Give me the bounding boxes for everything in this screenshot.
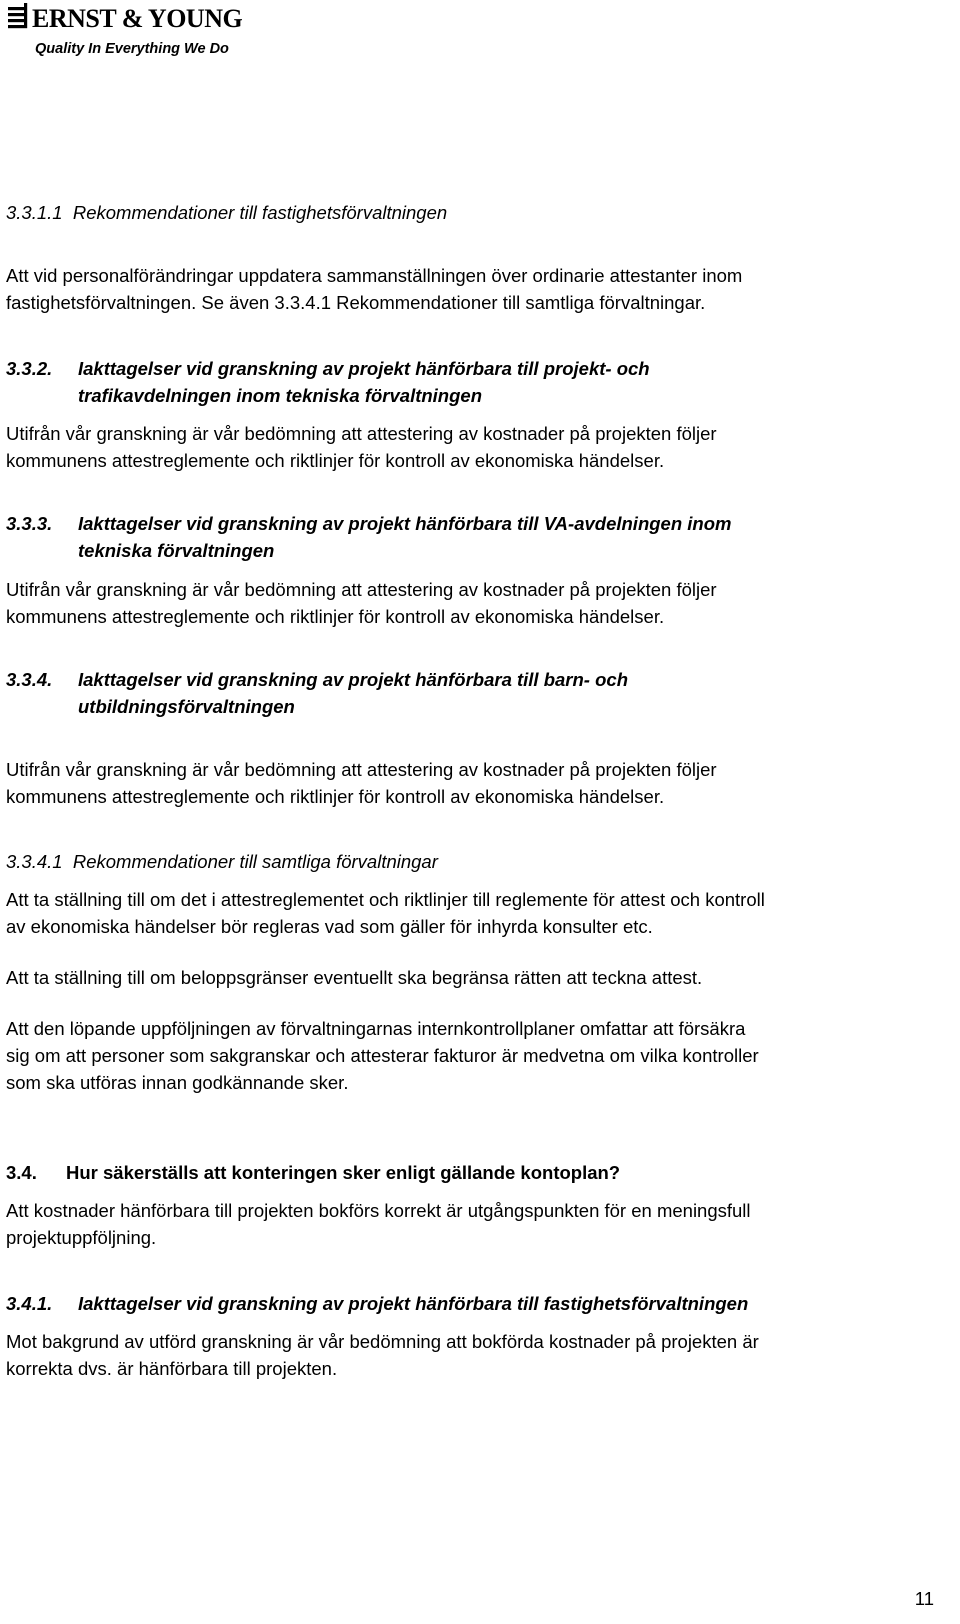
section-title: Iakttagelser vid granskning av projekt hänförbara till barn- och utbildningsförvaltningen — [78, 669, 628, 717]
body-line: fastighetsförvaltningen. Se även 3.3.4.1 Rekommendationer till samtliga förvaltningar. — [6, 292, 706, 313]
body-line: projektuppföljning. — [6, 1227, 157, 1248]
logo-graphic — [6, 2, 256, 58]
body-line: av ekonomiska händelser bör regleras vad som gäller för inhyrda konsulter etc. — [6, 916, 653, 937]
section-title: Hur säkerställs att konteringen sker enligt gällande kontoplan? — [66, 1162, 621, 1183]
body-line: Att kostnader hänförbara till projekten bokförs korrekt är utgångspunkten för en meningsfull — [6, 1200, 751, 1221]
body-line: kommunens attestreglemente och riktlinjer för kontroll av ekonomiska händelser. — [6, 606, 665, 627]
body-line: Utifrån vår granskning är vår bedömning att attestering av kostnader på projekten följer — [6, 759, 717, 780]
body-line: sig om att personer som sakgranskar och attesterar fakturor är medvetna om vilka kontroller — [6, 1045, 759, 1066]
section-number: 3.4. — [6, 1162, 37, 1183]
section-3-3-4-1-para-1 — [6, 886, 946, 940]
section-3-3-2-body — [6, 420, 946, 474]
section-3-4-1-heading — [6, 1290, 946, 1317]
section-3-3-4-heading — [6, 666, 946, 720]
logo-tagline: Quality In Everything We Do — [35, 41, 229, 57]
page-number: 11 — [914, 1588, 934, 1609]
section-3-3-1-1-body — [6, 262, 946, 316]
section-3-3-4-1-para-3 — [6, 1015, 946, 1096]
section-3-4-heading — [6, 1159, 946, 1186]
section-heading: 3.3.1.1 Rekommendationer till fastighetsförvaltningen — [6, 202, 448, 223]
body-line: kommunens attestreglemente och riktlinjer för kontroll av ekonomiska händelser. — [6, 450, 665, 471]
section-3-3-4-1 — [6, 848, 946, 875]
section-3-3-2-heading — [6, 355, 946, 409]
body-line: korrekta dvs. är hänförbara till projekten. — [6, 1358, 338, 1379]
section-3-3-3-heading — [6, 510, 946, 564]
section-3-4-body — [6, 1197, 946, 1251]
section-number: 3.4.1. — [6, 1293, 53, 1314]
section-heading: 3.3.4.1 Rekommendationer till samtliga förvaltningar — [6, 851, 438, 872]
logo-mark-icon — [8, 3, 27, 28]
body-line: Utifrån vår granskning är vår bedömning att attestering av kostnader på projekten följer — [6, 423, 717, 444]
body-line: som ska utföras innan godkännande sker. — [6, 1072, 349, 1093]
section-3-3-1-1 — [6, 199, 946, 226]
section-number: 3.3.4. — [6, 669, 53, 690]
section-3-4-1-body — [6, 1328, 946, 1382]
section-3-3-3-body — [6, 576, 946, 630]
body-line: Att vid personalförändringar uppdatera sammanställningen över ordinarie attestanter inom — [6, 265, 743, 286]
section-title: Iakttagelser vid granskning av projekt hänförbara till projekt- och trafikavdelningen inom tekniska förvaltningen — [78, 358, 650, 406]
section-title: Iakttagelser vid granskning av projekt hänförbara till fastighetsförvaltningen — [78, 1293, 749, 1314]
ernst-young-logo — [6, 2, 256, 58]
section-3-3-4-1-para-2 — [6, 964, 946, 991]
body-line: Utifrån vår granskning är vår bedömning att attestering av kostnader på projekten följer — [6, 579, 717, 600]
section-3-3-4-body — [6, 756, 946, 810]
section-number: 3.3.2. — [6, 358, 53, 379]
body-line: Mot bakgrund av utförd granskning är vår bedömning att bokförda kostnader på projekten är — [6, 1331, 759, 1352]
logo-wordmark: ERNST & YOUNG — [32, 4, 243, 33]
body-line: kommunens attestreglemente och riktlinjer för kontroll av ekonomiska händelser. — [6, 786, 665, 807]
body-line: Att ta ställning till om beloppsgränser eventuellt ska begränsa rätten att teckna attest. — [6, 967, 703, 988]
section-number: 3.3.3. — [6, 513, 53, 534]
section-title: Iakttagelser vid granskning av projekt hänförbara till VA-avdelningen inom tekniska förvaltningen — [78, 513, 732, 561]
body-line: Att ta ställning till om det i attestreglementet och riktlinjer till reglemente för attest och kontroll — [6, 889, 765, 910]
body-line: Att den löpande uppföljningen av förvaltningarnas internkontrollplaner omfattar att försäkra — [6, 1018, 746, 1039]
